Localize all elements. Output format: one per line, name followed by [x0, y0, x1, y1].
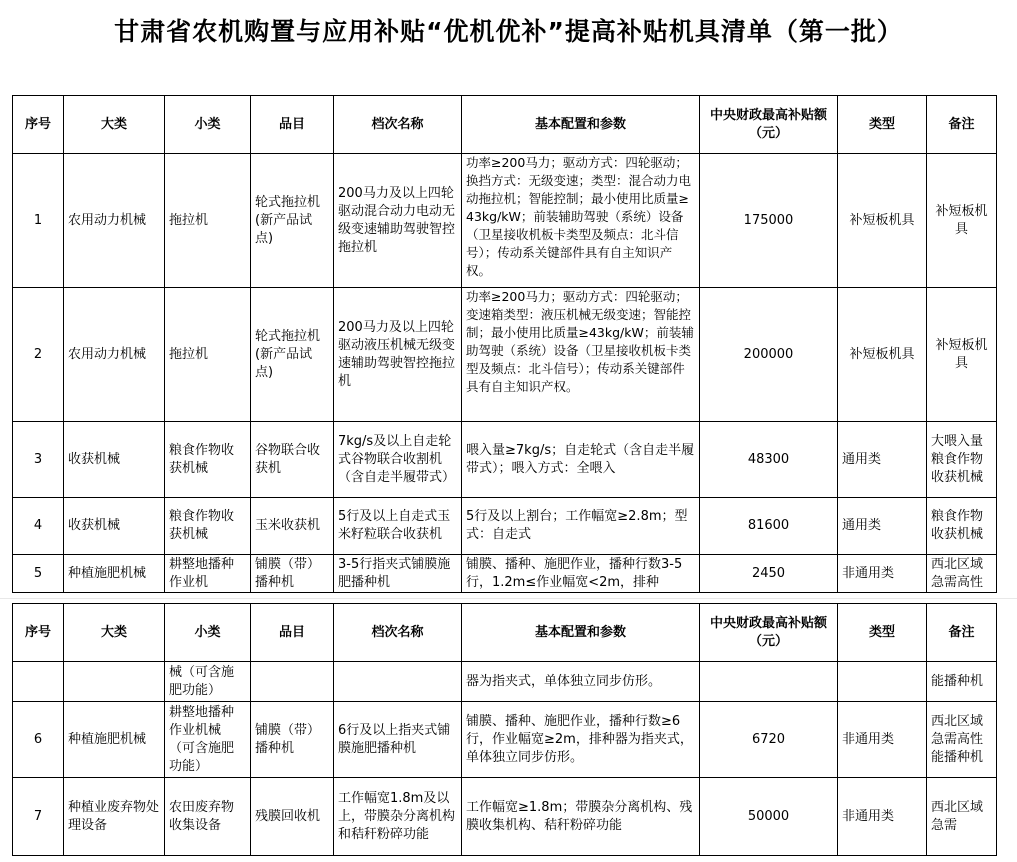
- header-subsidy: 中央财政最高补贴额（元）: [700, 96, 838, 154]
- cell-category: 农用动力机械: [64, 154, 165, 288]
- cell-grade: 7kg/s及以上自走轮式谷物联合收割机（含自走半履带式）: [334, 422, 462, 498]
- cell-subcategory: 拖拉机: [165, 288, 251, 422]
- cell-type: 补短板机具: [838, 154, 927, 288]
- cell-item: 残膜回收机: [251, 778, 334, 856]
- table-row: [13, 778, 997, 856]
- header-subcategory: 小类: [165, 604, 251, 662]
- cell-category: 收获机械: [64, 422, 165, 498]
- table-row: [13, 498, 997, 555]
- cell-seq: 5: [13, 555, 64, 593]
- header-config: 基本配置和参数: [462, 604, 700, 662]
- cell-config: 铺膜、播种、施肥作业，播种行数≥6行，作业幅宽≥2m，排种器为指夹式，单体独立同步仿形。: [462, 702, 700, 778]
- cell-config: 功率≥200马力；驱动方式：四轮驱动；变速箱类型：液压机械无级变速；智能控制；最小使用比质量≥43kg/kW；前装辅助驾驶（系统）设备（卫星接收机板卡类型及频点：北斗信号）；传动系关键部件具有自主知识产权。: [462, 288, 700, 422]
- cell-seq: [13, 662, 64, 702]
- table-row: [13, 422, 997, 498]
- cell-subcategory: 粮食作物收获机械: [165, 422, 251, 498]
- cell-subcategory: 拖拉机: [165, 154, 251, 288]
- subsidy-table-page-2: [12, 603, 997, 856]
- header-subsidy: 中央财政最高补贴额（元）: [700, 604, 838, 662]
- cell-config: 功率≥200马力；驱动方式：四轮驱动；换挡方式：无级变速；类型：混合动力电动拖拉机；智能控制；最小使用比质量≥43kg/kW；前装辅助驾驶（系统）设备（卫星接收机板卡类型及频点：北斗信号）；传动系关键部件具有自主知识产权。: [462, 154, 700, 288]
- cell-subcategory: 耕整地播种作业机: [165, 555, 251, 593]
- cell-subsidy: 200000: [700, 288, 838, 422]
- cell-type: 非通用类: [838, 778, 927, 856]
- header-config: 基本配置和参数: [462, 96, 700, 154]
- cell-config: 5行及以上割台；工作幅宽≥2.8m；型式：自走式: [462, 498, 700, 555]
- table-row: [13, 702, 997, 778]
- header-item: 品目: [251, 604, 334, 662]
- subsidy-table-page-1: [12, 95, 997, 593]
- cell-category: 种植业废弃物处理设备: [64, 778, 165, 856]
- header-category: 大类: [64, 96, 165, 154]
- cell-seq: 1: [13, 154, 64, 288]
- cell-remark: 大喂入量粮食作物收获机械: [927, 422, 997, 498]
- cell-grade: 工作幅宽1.8m及以上，带膜杂分离机构和秸秆粉碎功能: [334, 778, 462, 856]
- cell-subsidy: 81600: [700, 498, 838, 555]
- header-type: 类型: [838, 96, 927, 154]
- table-row: [13, 154, 997, 288]
- page-break-divider: [0, 598, 1017, 599]
- cell-subsidy: 175000: [700, 154, 838, 288]
- page-title: 甘肃省农机购置与应用补贴“优机优补”提高补贴机具清单（第一批）: [114, 17, 903, 46]
- header-remark: 备注: [927, 96, 997, 154]
- cell-item: 铺膜（带）播种机: [251, 702, 334, 778]
- cell-type: [838, 662, 927, 702]
- cell-grade: 5行及以上自走式玉米籽粒联合收获机: [334, 498, 462, 555]
- cell-grade: 6行及以上指夹式铺膜施肥播种机: [334, 702, 462, 778]
- cell-subsidy: 48300: [700, 422, 838, 498]
- cell-config: 器为指夹式，单体独立同步仿形。: [462, 662, 700, 702]
- cell-config: 喂入量≥7kg/s；自走轮式（含自走半履带式）；喂入方式：全喂入: [462, 422, 700, 498]
- header-subcategory: 小类: [165, 96, 251, 154]
- cell-remark: 能播种机: [927, 662, 997, 702]
- cell-type: 非通用类: [838, 702, 927, 778]
- cell-type: 通用类: [838, 422, 927, 498]
- cell-item: 轮式拖拉机(新产品试点): [251, 288, 334, 422]
- cell-type: 通用类: [838, 498, 927, 555]
- header-grade: 档次名称: [334, 604, 462, 662]
- cell-subcategory: 耕整地播种作业机械（可含施肥功能）: [165, 702, 251, 778]
- table-row: [13, 288, 997, 422]
- cell-item: 铺膜（带）播种机: [251, 555, 334, 593]
- cell-seq: 4: [13, 498, 64, 555]
- cell-seq: 3: [13, 422, 64, 498]
- cell-seq: 2: [13, 288, 64, 422]
- cell-category: 农用动力机械: [64, 288, 165, 422]
- cell-remark: 西北区域急需: [927, 778, 997, 856]
- cell-item: 谷物联合收获机: [251, 422, 334, 498]
- cell-seq: 7: [13, 778, 64, 856]
- cell-subsidy: 2450: [700, 555, 838, 593]
- table-header-row: [13, 604, 997, 662]
- cell-item: 轮式拖拉机(新产品试点): [251, 154, 334, 288]
- table-header-row: [13, 96, 997, 154]
- cell-item: 玉米收获机: [251, 498, 334, 555]
- cell-subsidy: 50000: [700, 778, 838, 856]
- cell-category: 收获机械: [64, 498, 165, 555]
- cell-subcategory: 粮食作物收获机械: [165, 498, 251, 555]
- table-row: [13, 555, 997, 593]
- cell-category: 种植施肥机械: [64, 702, 165, 778]
- cell-subcategory: 农田废弃物收集设备: [165, 778, 251, 856]
- header-item: 品目: [251, 96, 334, 154]
- header-remark: 备注: [927, 604, 997, 662]
- cell-category: [64, 662, 165, 702]
- cell-subcategory: 械（可含施肥功能）: [165, 662, 251, 702]
- cell-item: [251, 662, 334, 702]
- cell-subsidy: 6720: [700, 702, 838, 778]
- header-seq: 序号: [13, 96, 64, 154]
- header-type: 类型: [838, 604, 927, 662]
- cell-config: 工作幅宽≥1.8m；带膜杂分离机构、残膜收集机构、秸秆粉碎功能: [462, 778, 700, 856]
- cell-grade: [334, 662, 462, 702]
- cell-grade: 200马力及以上四轮驱动混合动力电动无级变速辅助驾驶智控拖拉机: [334, 154, 462, 288]
- cell-remark: 补短板机具: [927, 154, 997, 288]
- cell-grade: 3-5行指夹式铺膜施肥播种机: [334, 555, 462, 593]
- cell-grade: 200马力及以上四轮驱动液压机械无级变速辅助驾驶智控拖拉机: [334, 288, 462, 422]
- cell-subsidy: [700, 662, 838, 702]
- table-row-continued: [13, 662, 997, 702]
- cell-remark: 西北区域急需高性能播种机: [927, 702, 997, 778]
- header-grade: 档次名称: [334, 96, 462, 154]
- cell-remark: 粮食作物收获机械: [927, 498, 997, 555]
- cell-remark: 补短板机具: [927, 288, 997, 422]
- cell-seq: 6: [13, 702, 64, 778]
- cell-type: 非通用类: [838, 555, 927, 593]
- cell-config: 铺膜、播种、施肥作业，播种行数3-5行，1.2m≤作业幅宽<2m，排种: [462, 555, 700, 593]
- cell-type: 补短板机具: [838, 288, 927, 422]
- header-seq: 序号: [13, 604, 64, 662]
- cell-remark: 西北区域急需高性: [927, 555, 997, 593]
- header-category: 大类: [64, 604, 165, 662]
- cell-category: 种植施肥机械: [64, 555, 165, 593]
